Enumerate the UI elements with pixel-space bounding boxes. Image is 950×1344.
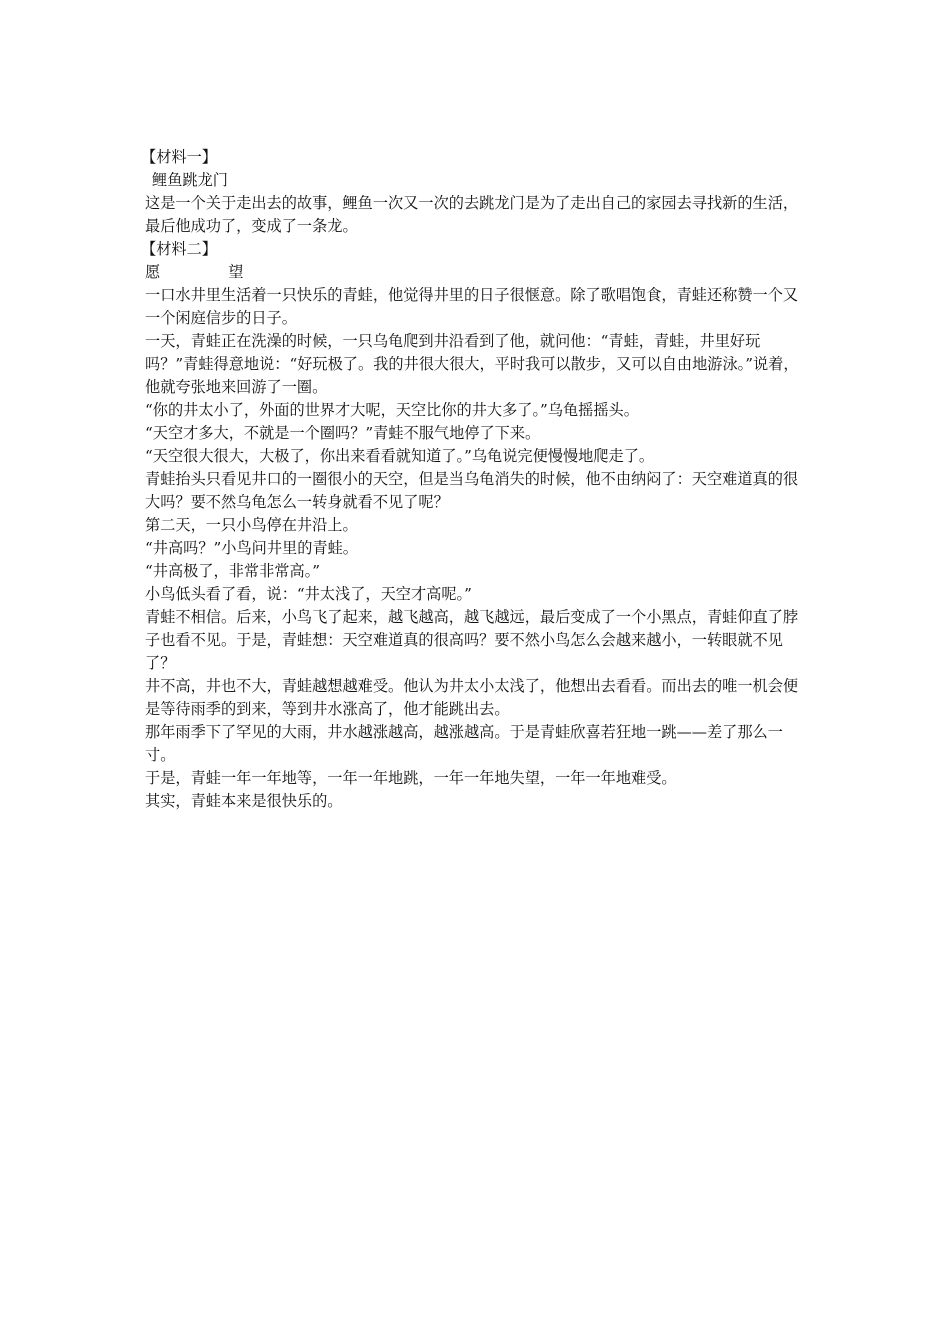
story-paragraph: 于是，青蛙一年一年地等，一年一年地跳，一年一年地失望，一年一年地难受。: [145, 769, 677, 787]
material-2-heading: 【材料二】: [141, 240, 217, 258]
document-page: [141, 146, 810, 813]
material-2-title-char-1: 愿: [145, 263, 161, 281]
story-paragraph: “天空很大很大，大极了，你出来看看就知道了。”乌龟说完便慢慢地爬走了。: [145, 447, 655, 465]
story-paragraph: 小鸟低头看了看，说：“井太浅了，天空才高呢。”: [145, 585, 472, 603]
material-2-title-char-2: 望: [228, 263, 244, 281]
story-paragraph: “井高吗？”小鸟问井里的青蛙。: [145, 539, 358, 557]
story-paragraph: 其实，青蛙本来是很快乐的。: [145, 792, 343, 810]
material-1-title: 鲤鱼跳龙门: [152, 171, 228, 189]
story-paragraph: 青蛙抬头只看见井口的一圈很小的天空，但是当乌龟消失的时候，他不由纳闷了：天空难道真的很大吗？要不然乌龟怎么一转身就看不见了呢？: [145, 470, 799, 511]
story-paragraph: “天空才多大，不就是一个圈吗？”青蛙不服气地停了下来。: [145, 424, 541, 442]
story-paragraph: 井不高，井也不大，青蛙越想越难受。他认为井太小太浅了，他想出去看看。而出去的唯一机会便是等待雨季的到来，等到井水涨高了，他才能跳出去。: [145, 677, 799, 718]
story-paragraph: 第二天，一只小鸟停在井沿上。: [145, 516, 358, 534]
story-paragraph: “你的井太小了，外面的世界才大呢，天空比你的井大多了。”乌龟摇摇头。: [145, 401, 639, 419]
material-1-heading: 【材料一】: [141, 148, 217, 166]
story-paragraph: 一口水井里生活着一只快乐的青蛙，他觉得井里的日子很惬意。除了歌唱饱食，青蛙还称赞一个又一个闲庭信步的日子。: [145, 286, 799, 327]
story-paragraph: 那年雨季下了罕见的大雨，井水越涨越高，越涨越高。于是青蛙欣喜若狂地一跳——差了那么一寸。: [145, 723, 783, 764]
material-1-paragraph: 这是一个关于走出去的故事，鲤鱼一次又一次的去跳龙门是为了走出自己的家园去寻找新的生活，最后他成功了，变成了一条龙。: [145, 194, 799, 235]
story-paragraph: 青蛙不相信。后来，小鸟飞了起来，越飞越高，越飞越远，最后变成了一个小黑点，青蛙仰直了脖子也看不见。于是，青蛙想：天空难道真的很高吗？要不然小鸟怎么会越来越小，一转眼就不见了？: [145, 608, 799, 672]
story-paragraph: “井高极了，非常非常高。”: [145, 562, 320, 580]
story-paragraph: 一天，青蛙正在洗澡的时候，一只乌龟爬到井沿看到了他，就问他：“青蛙，青蛙，井里好玩吗？”青蛙得意地说：“好玩极了。我的井很大很大，平时我可以散步，又可以自由地游泳。”说着，他就夸张地来回游了一圈。: [145, 332, 799, 396]
material-2-title: [145, 261, 810, 284]
